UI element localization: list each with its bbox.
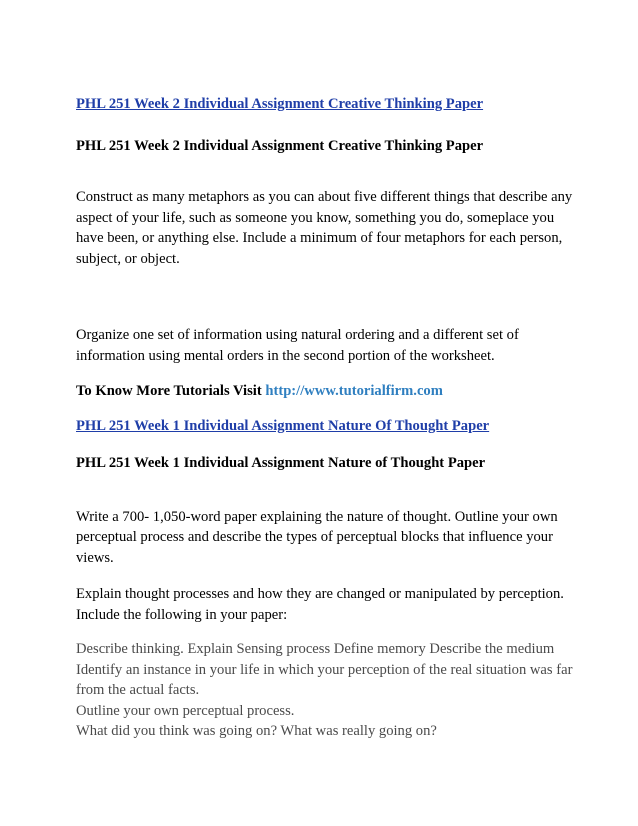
week2-title-link[interactable]: PHL 251 Week 2 Individual Assignment Creative Thinking Paper [76, 96, 484, 112]
list-item: Describe thinking. Explain Sensing process Define memory Describe the medium [76, 641, 555, 657]
week1-requirements-list [76, 639, 576, 742]
list-item: What did you think was going on? What was really going on? [76, 723, 437, 739]
list-item: Outline your own perceptual process. [76, 702, 295, 719]
week1-paragraph-thought-processes: Explain thought processes and how they are changed or manipulated by perception. Include the following in your paper: [76, 586, 564, 623]
visit-line [76, 381, 576, 402]
week1-paragraph-nature-of-thought: Write a 700- 1,050-word paper explaining the nature of thought. Outline your own perceptual process and describe the types of perceptual blocks that influence your views. [76, 508, 558, 566]
week2-paragraph-metaphors: Construct as many metaphors as you can about five different things that describe any aspect of your life, such as someone you know, something you do, someplace you have been, or anything else. Include a minimum of four metaphors for each person, subject, or object. [76, 189, 573, 267]
document-page [76, 94, 576, 742]
list-item: Identify an instance in your life in which your perception of the real situation was far from the actual facts. [76, 661, 573, 698]
week2-paragraph-ordering: Organize one set of information using natural ordering and a different set of information using mental orders in the second portion of the worksheet. [76, 327, 519, 364]
week1-title: PHL 251 Week 1 Individual Assignment Nature of Thought Paper [76, 455, 486, 471]
tutorial-site-link[interactable]: http://www.tutorialfirm.com [265, 383, 443, 399]
week2-title: PHL 251 Week 2 Individual Assignment Creative Thinking Paper [76, 137, 484, 154]
visit-label: To Know More Tutorials Visit [76, 383, 262, 399]
week1-title-link[interactable]: PHL 251 Week 1 Individual Assignment Nature Of Thought Paper [76, 417, 490, 434]
